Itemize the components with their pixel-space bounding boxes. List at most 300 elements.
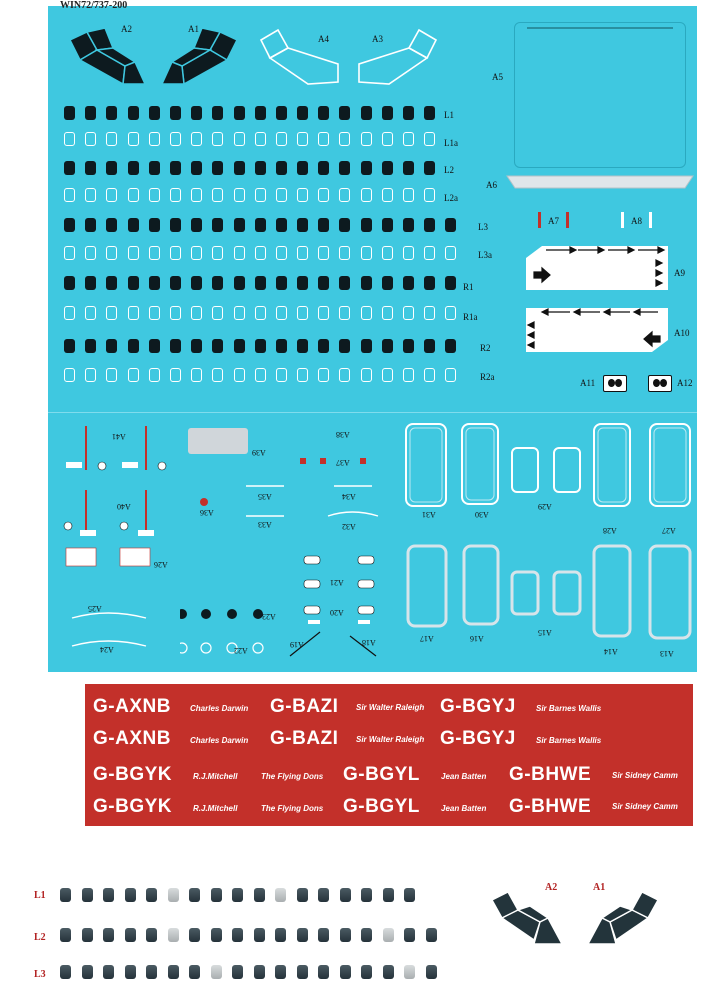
window-shape bbox=[339, 161, 350, 175]
window-shape bbox=[297, 888, 308, 902]
name-flying-dons-2: The Flying Dons bbox=[261, 804, 324, 813]
window-shape bbox=[254, 888, 265, 902]
window-shape bbox=[340, 965, 351, 979]
arrow-panel-a10 bbox=[524, 306, 670, 354]
window-shape bbox=[85, 339, 96, 353]
window-shape bbox=[125, 928, 136, 942]
window-shape bbox=[234, 368, 245, 382]
window-shape bbox=[85, 106, 96, 120]
window-shape bbox=[128, 246, 139, 260]
reg-g-bgyk-2: G-BGYK bbox=[93, 796, 172, 817]
window-shape bbox=[403, 106, 414, 120]
window-shape bbox=[85, 276, 96, 290]
window-shape bbox=[339, 106, 350, 120]
window-shape bbox=[82, 888, 93, 902]
window-shape bbox=[276, 161, 287, 175]
window-shape bbox=[85, 188, 96, 202]
sheet-divider bbox=[48, 412, 697, 413]
window-shape bbox=[340, 928, 351, 942]
window-shape bbox=[339, 218, 350, 232]
window-shape bbox=[361, 161, 372, 175]
name-barnes-wallis-2: Sir Barnes Wallis bbox=[536, 736, 602, 745]
label-a13: A13 bbox=[660, 649, 674, 658]
window-shape bbox=[103, 928, 114, 942]
reg-g-bgyk-1: G-BGYK bbox=[93, 764, 172, 785]
window-shape bbox=[339, 188, 350, 202]
marker-a8-left bbox=[621, 212, 624, 228]
window-shape bbox=[297, 161, 308, 175]
window-shape bbox=[445, 306, 456, 320]
reg-g-bgyj-2: G-BGYJ bbox=[440, 728, 516, 749]
window-shape bbox=[339, 246, 350, 260]
window-shape bbox=[254, 928, 265, 942]
name-walter-raleigh-2: Sir Walter Raleigh bbox=[356, 735, 425, 744]
label-a20: A20 bbox=[330, 608, 344, 617]
label-a26: A26 bbox=[154, 560, 168, 569]
label-a30: A30 bbox=[475, 510, 489, 519]
window-shape bbox=[255, 246, 266, 260]
window-shape bbox=[424, 161, 435, 175]
window-shape bbox=[318, 339, 329, 353]
label-a2: A2 bbox=[121, 24, 132, 34]
window-shape bbox=[424, 218, 435, 232]
arrow-panel-a9 bbox=[524, 244, 670, 292]
window-shape bbox=[128, 306, 139, 320]
window-shape bbox=[445, 218, 456, 232]
window-shape bbox=[170, 188, 181, 202]
label-a10: A10 bbox=[674, 328, 690, 338]
label-bottom-a1: A1 bbox=[593, 882, 606, 893]
window-shape bbox=[212, 188, 223, 202]
marker-a8-right bbox=[649, 212, 652, 228]
window-shape bbox=[254, 965, 265, 979]
window-shape bbox=[191, 132, 202, 146]
label-a34: A34 bbox=[342, 492, 356, 501]
label-bottom-l1: L1 bbox=[34, 890, 46, 901]
window-shape bbox=[382, 132, 393, 146]
window-shape bbox=[403, 132, 414, 146]
window-shape bbox=[191, 306, 202, 320]
window-shape bbox=[445, 276, 456, 290]
window-shape bbox=[403, 246, 414, 260]
window-shape bbox=[191, 368, 202, 382]
window-shape bbox=[191, 276, 202, 290]
window-shape bbox=[318, 188, 329, 202]
window-shape bbox=[64, 132, 75, 146]
window-shape bbox=[146, 928, 157, 942]
window-shape bbox=[445, 246, 456, 260]
window-shape bbox=[318, 965, 329, 979]
reg-g-bgyj-1: G-BGYJ bbox=[440, 696, 516, 717]
name-walter-raleigh-1: Sir Walter Raleigh bbox=[356, 703, 425, 712]
name-jean-batten-1: Jean Batten bbox=[441, 772, 487, 781]
window-shape bbox=[212, 306, 223, 320]
window-shape bbox=[106, 368, 117, 382]
window-shape bbox=[212, 132, 223, 146]
window-shape bbox=[318, 132, 329, 146]
window-shape bbox=[60, 928, 71, 942]
name-sidney-camm-2: Sir Sidney Camm bbox=[612, 802, 678, 811]
window-shape bbox=[297, 965, 308, 979]
window-row-bottom-l2 bbox=[60, 928, 447, 942]
label-r1: R1 bbox=[463, 282, 474, 292]
window-shape bbox=[276, 339, 287, 353]
window-shape bbox=[234, 218, 245, 232]
window-shape bbox=[255, 368, 266, 382]
window-shape bbox=[149, 306, 160, 320]
label-a25: A25 bbox=[88, 604, 102, 613]
label-a28: A28 bbox=[603, 526, 617, 535]
reg-g-bazi-2: G-BAZI bbox=[270, 728, 339, 749]
window-shape bbox=[64, 276, 75, 290]
window-shape bbox=[382, 161, 393, 175]
window-row-bottom-l3 bbox=[60, 965, 447, 979]
window-shape bbox=[106, 246, 117, 260]
label-bottom-a2: A2 bbox=[545, 882, 558, 893]
name-barnes-wallis-1: Sir Barnes Wallis bbox=[536, 704, 602, 713]
label-a6: A6 bbox=[486, 180, 497, 190]
window-shape bbox=[125, 965, 136, 979]
label-l1: L1 bbox=[444, 110, 454, 120]
window-row-l1 bbox=[64, 106, 445, 120]
window-shape bbox=[191, 106, 202, 120]
label-l2: L2 bbox=[444, 165, 454, 175]
window-shape bbox=[168, 888, 179, 902]
marker-a12 bbox=[648, 375, 672, 392]
window-row-r2 bbox=[64, 339, 467, 353]
window-shape bbox=[339, 339, 350, 353]
window-shape bbox=[382, 188, 393, 202]
window-shape bbox=[128, 218, 139, 232]
window-shape bbox=[106, 106, 117, 120]
window-shape bbox=[212, 106, 223, 120]
window-shape bbox=[276, 246, 287, 260]
window-shape bbox=[211, 928, 222, 942]
window-shape bbox=[64, 368, 75, 382]
window-shape bbox=[149, 161, 160, 175]
label-a39: A39 bbox=[252, 448, 266, 457]
window-shape bbox=[424, 188, 435, 202]
label-a1: A1 bbox=[188, 24, 199, 34]
window-shape bbox=[275, 965, 286, 979]
window-shape bbox=[403, 276, 414, 290]
label-a8: A8 bbox=[631, 216, 642, 226]
window-shape bbox=[60, 888, 71, 902]
door-handles-a40-a41 bbox=[58, 420, 178, 660]
window-shape bbox=[382, 106, 393, 120]
label-a33: A33 bbox=[258, 520, 272, 529]
window-shape bbox=[297, 132, 308, 146]
label-bottom-l2: L2 bbox=[34, 932, 46, 943]
window-shape bbox=[318, 306, 329, 320]
window-shape bbox=[382, 339, 393, 353]
window-shape bbox=[170, 218, 181, 232]
window-shape bbox=[106, 218, 117, 232]
window-shape bbox=[64, 106, 75, 120]
window-shape bbox=[297, 106, 308, 120]
window-shape bbox=[255, 339, 266, 353]
window-shape bbox=[403, 368, 414, 382]
window-shape bbox=[318, 368, 329, 382]
window-shape bbox=[255, 188, 266, 202]
window-shape bbox=[170, 132, 181, 146]
label-a14: A14 bbox=[604, 647, 618, 656]
label-a5: A5 bbox=[492, 72, 503, 82]
window-shape bbox=[382, 368, 393, 382]
window-shape bbox=[170, 276, 181, 290]
window-shape bbox=[149, 188, 160, 202]
window-shape bbox=[128, 368, 139, 382]
window-shape bbox=[234, 339, 245, 353]
window-shape bbox=[64, 306, 75, 320]
marker-a7-left bbox=[538, 212, 541, 228]
name-sidney-camm-1: Sir Sidney Camm bbox=[612, 771, 678, 780]
window-shape bbox=[85, 306, 96, 320]
window-shape bbox=[170, 368, 181, 382]
window-shape bbox=[361, 368, 372, 382]
window-shape bbox=[170, 306, 181, 320]
label-a31: A31 bbox=[422, 510, 436, 519]
door-panel-a5 bbox=[514, 22, 686, 168]
window-shape bbox=[255, 106, 266, 120]
window-shape bbox=[297, 306, 308, 320]
window-shape bbox=[232, 965, 243, 979]
window-shape bbox=[361, 888, 372, 902]
window-shape bbox=[106, 161, 117, 175]
window-row-l2a bbox=[64, 188, 445, 202]
window-row-r2a bbox=[64, 368, 467, 382]
window-shape bbox=[85, 246, 96, 260]
window-shape bbox=[64, 188, 75, 202]
window-shape bbox=[106, 132, 117, 146]
door-panel-top-edge bbox=[527, 27, 673, 29]
window-shape bbox=[276, 276, 287, 290]
window-shape bbox=[297, 276, 308, 290]
label-a18: A18 bbox=[362, 638, 376, 647]
window-shape bbox=[149, 132, 160, 146]
window-shape bbox=[128, 106, 139, 120]
name-rj-mitchell-2: R.J.Mitchell bbox=[193, 804, 238, 813]
label-a21: A21 bbox=[330, 578, 344, 587]
label-a27: A27 bbox=[662, 526, 676, 535]
label-r2: R2 bbox=[480, 343, 491, 353]
window-shape bbox=[234, 276, 245, 290]
window-shape bbox=[191, 161, 202, 175]
window-shape bbox=[339, 368, 350, 382]
window-shape bbox=[297, 928, 308, 942]
label-a12: A12 bbox=[677, 378, 693, 388]
window-shape bbox=[168, 965, 179, 979]
window-shape bbox=[383, 965, 394, 979]
window-shape bbox=[191, 188, 202, 202]
window-shape bbox=[189, 965, 200, 979]
label-a4: A4 bbox=[318, 34, 329, 44]
window-shape bbox=[382, 246, 393, 260]
window-shape bbox=[255, 306, 266, 320]
window-shape bbox=[64, 246, 75, 260]
window-shape bbox=[106, 339, 117, 353]
window-shape bbox=[234, 188, 245, 202]
window-shape bbox=[103, 888, 114, 902]
window-shape bbox=[232, 888, 243, 902]
window-shape bbox=[234, 246, 245, 260]
window-shape bbox=[128, 132, 139, 146]
window-shape bbox=[106, 306, 117, 320]
window-shape bbox=[318, 246, 329, 260]
window-shape bbox=[170, 106, 181, 120]
window-shape bbox=[275, 888, 286, 902]
window-shape bbox=[149, 218, 160, 232]
label-bottom-l3: L3 bbox=[34, 969, 46, 980]
window-shape bbox=[361, 339, 372, 353]
window-shape bbox=[106, 276, 117, 290]
window-shape bbox=[212, 276, 223, 290]
window-shape bbox=[170, 161, 181, 175]
window-shape bbox=[255, 276, 266, 290]
window-shape bbox=[255, 218, 266, 232]
window-shape bbox=[424, 368, 435, 382]
window-row-r1 bbox=[64, 276, 467, 290]
window-shape bbox=[191, 218, 202, 232]
window-shape bbox=[361, 246, 372, 260]
window-shape bbox=[212, 246, 223, 260]
window-shape bbox=[255, 161, 266, 175]
window-shape bbox=[339, 132, 350, 146]
reg-g-bhwe-2: G-BHWE bbox=[509, 796, 592, 817]
window-shape bbox=[168, 928, 179, 942]
label-r2a: R2a bbox=[480, 372, 495, 382]
window-shape bbox=[232, 928, 243, 942]
label-a17: A17 bbox=[420, 634, 434, 643]
window-shape bbox=[82, 928, 93, 942]
window-shape bbox=[403, 306, 414, 320]
window-shape bbox=[318, 161, 329, 175]
window-shape bbox=[85, 161, 96, 175]
window-shape bbox=[318, 928, 329, 942]
window-shape bbox=[189, 928, 200, 942]
window-shape bbox=[211, 888, 222, 902]
label-a23: A23 bbox=[262, 612, 276, 621]
window-shape bbox=[149, 368, 160, 382]
cockpit-windows-bottom bbox=[490, 888, 660, 954]
window-shape bbox=[383, 888, 394, 902]
window-shape bbox=[445, 339, 456, 353]
window-shape bbox=[361, 276, 372, 290]
reg-g-axnb-1: G-AXNB bbox=[93, 696, 171, 717]
window-shape bbox=[106, 188, 117, 202]
window-shape bbox=[340, 888, 351, 902]
label-a9: A9 bbox=[674, 268, 685, 278]
window-shape bbox=[212, 368, 223, 382]
window-shape bbox=[128, 161, 139, 175]
window-shape bbox=[424, 306, 435, 320]
strip-a6 bbox=[505, 172, 695, 192]
label-l3a: L3a bbox=[478, 250, 492, 260]
label-a38: A38 bbox=[336, 430, 350, 439]
label-a24: A24 bbox=[100, 645, 114, 654]
window-shape bbox=[297, 218, 308, 232]
label-a29: A29 bbox=[538, 502, 552, 511]
window-shape bbox=[85, 132, 96, 146]
window-shape bbox=[234, 161, 245, 175]
window-shape bbox=[424, 106, 435, 120]
window-shape bbox=[276, 106, 287, 120]
label-a35: A35 bbox=[258, 492, 272, 501]
label-a16: A16 bbox=[470, 634, 484, 643]
window-shape bbox=[318, 276, 329, 290]
window-shape bbox=[339, 306, 350, 320]
marker-a7-right bbox=[566, 212, 569, 228]
window-shape bbox=[361, 965, 372, 979]
window-shape bbox=[276, 188, 287, 202]
window-shape bbox=[85, 218, 96, 232]
window-shape bbox=[361, 928, 372, 942]
window-shape bbox=[149, 276, 160, 290]
window-shape bbox=[191, 339, 202, 353]
window-shape bbox=[383, 928, 394, 942]
window-shape bbox=[276, 306, 287, 320]
window-shape bbox=[276, 368, 287, 382]
window-shape bbox=[170, 246, 181, 260]
window-shape bbox=[276, 218, 287, 232]
window-shape bbox=[64, 218, 75, 232]
window-shape bbox=[424, 339, 435, 353]
reg-g-bhwe-1: G-BHWE bbox=[509, 764, 592, 785]
label-a37: A37 bbox=[336, 458, 350, 467]
window-shape bbox=[275, 928, 286, 942]
window-shape bbox=[212, 161, 223, 175]
window-shape bbox=[403, 218, 414, 232]
window-shape bbox=[361, 306, 372, 320]
window-shape bbox=[234, 106, 245, 120]
label-a36: A36 bbox=[200, 508, 214, 517]
window-shape bbox=[404, 965, 415, 979]
window-shape bbox=[212, 218, 223, 232]
label-l2a: L2a bbox=[444, 193, 458, 203]
window-row-l1a bbox=[64, 132, 445, 146]
reg-g-bazi-1: G-BAZI bbox=[270, 696, 339, 717]
window-shape bbox=[382, 218, 393, 232]
label-a15: A15 bbox=[538, 628, 552, 637]
window-shape bbox=[149, 339, 160, 353]
window-shape bbox=[318, 888, 329, 902]
window-shape bbox=[426, 928, 437, 942]
window-shape bbox=[318, 106, 329, 120]
window-shape bbox=[146, 965, 157, 979]
window-shape bbox=[149, 106, 160, 120]
window-shape bbox=[211, 965, 222, 979]
reg-g-bgyl-1: G-BGYL bbox=[343, 764, 420, 785]
window-shape bbox=[424, 246, 435, 260]
window-shape bbox=[85, 368, 96, 382]
window-shape bbox=[64, 161, 75, 175]
window-shape bbox=[403, 161, 414, 175]
window-shape bbox=[146, 888, 157, 902]
misc-markings-center bbox=[180, 430, 400, 660]
name-charles-darwin-1: Charles Darwin bbox=[190, 704, 249, 713]
window-row-r1a bbox=[64, 306, 467, 320]
label-a40: A40 bbox=[117, 502, 131, 511]
window-row-l2 bbox=[64, 161, 445, 175]
window-shape bbox=[191, 246, 202, 260]
window-shape bbox=[403, 339, 414, 353]
window-shape bbox=[382, 306, 393, 320]
cockpit-windows-outline bbox=[258, 28, 440, 92]
window-shape bbox=[149, 246, 160, 260]
window-shape bbox=[297, 368, 308, 382]
name-charles-darwin-2: Charles Darwin bbox=[190, 736, 249, 745]
window-shape bbox=[361, 106, 372, 120]
